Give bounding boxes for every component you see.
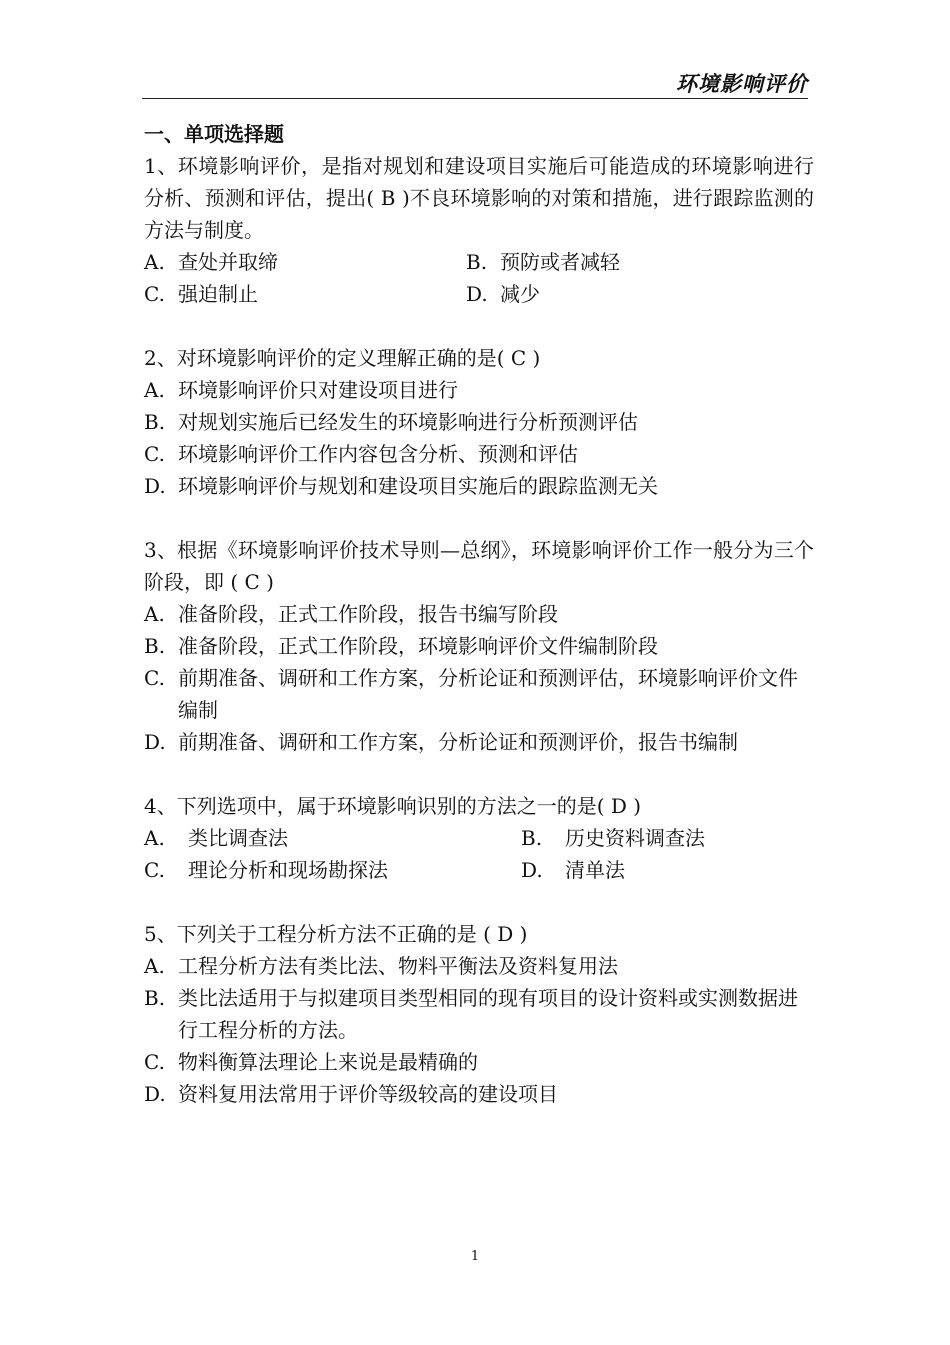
option-text: 类比法适用于与拟建项目类型相同的现有项目的设计资料或实测数据进行工程分析的方法。 [178, 986, 798, 1042]
option-c [144, 278, 466, 310]
option-letter: C. [144, 1050, 165, 1074]
option-text: 查处并取缔 [178, 250, 278, 274]
option-text: 前期准备、调研和工作方案，分析论证和预测评价，报告书编制 [178, 730, 738, 754]
option-a [144, 822, 521, 854]
option-row [144, 278, 814, 310]
option-text: 历史资料调查法 [565, 826, 705, 850]
question-text: 2、对环境影响评价的定义理解正确的是( C ) [144, 346, 541, 370]
question-3 [144, 534, 814, 758]
question-2 [144, 342, 814, 502]
option-text: 准备阶段，正式工作阶段，报告书编写阶段 [178, 602, 558, 626]
option-text: 减少 [500, 282, 540, 306]
option-letter: D. [144, 730, 166, 754]
option-row [144, 822, 814, 854]
option-a [144, 598, 814, 630]
question-5 [144, 918, 814, 1110]
option-letter: B. [521, 826, 543, 850]
page-content [144, 118, 814, 1110]
question-text: 1、环境影响评价，是指对规划和建设项目实施后可能造成的环境影响进行分析、预测和评估，提出( B )不良环境影响的对策和措施，进行跟踪监测的方法与制度。 [144, 154, 814, 242]
option-text: 对规划实施后已经发生的环境影响进行分析预测评估 [178, 410, 638, 434]
option-row [144, 854, 814, 886]
option-c [144, 662, 814, 726]
option-d [521, 854, 898, 886]
option-letter: A. [144, 826, 165, 850]
option-letter: D. [466, 282, 488, 306]
question-text: 4、下列选项中，属于环境影响识别的方法之一的是( D ) [144, 794, 642, 818]
option-text: 类比调查法 [188, 826, 288, 850]
option-text: 准备阶段，正式工作阶段，环境影响评价文件编制阶段 [178, 634, 658, 658]
option-letter: A. [144, 250, 165, 274]
option-a [144, 246, 466, 278]
option-text: 理论分析和现场勘探法 [188, 858, 388, 882]
option-text: 前期准备、调研和工作方案，分析论证和预测评估，环境影响评价文件编制 [178, 666, 798, 722]
option-text: 预防或者减轻 [500, 250, 620, 274]
option-text: 强迫制止 [178, 282, 258, 306]
option-letter: A. [144, 602, 165, 626]
option-a [144, 374, 814, 406]
option-row [144, 246, 814, 278]
option-d [466, 278, 788, 310]
option-c [144, 854, 521, 886]
option-letter: B. [466, 250, 488, 274]
option-text: 环境影响评价与规划和建设项目实施后的跟踪监测无关 [178, 474, 658, 498]
question-1 [144, 150, 814, 310]
option-b [144, 406, 814, 438]
option-d [144, 1078, 814, 1110]
page-header [142, 64, 808, 99]
option-b [144, 630, 814, 662]
header-title: 环境影响评价 [676, 72, 808, 96]
option-d [144, 726, 814, 758]
option-letter: C. [144, 858, 165, 882]
option-b [466, 246, 788, 278]
option-letter: C. [144, 666, 165, 690]
option-letter: A. [144, 954, 165, 978]
option-letter: D. [144, 1082, 166, 1106]
option-letter: B. [144, 410, 166, 434]
option-letter: C. [144, 282, 165, 306]
section-title: 一、单项选择题 [144, 122, 284, 146]
option-letter: C. [144, 442, 165, 466]
option-c [144, 438, 814, 470]
option-letter: B. [144, 986, 166, 1010]
option-text: 资料复用法常用于评价等级较高的建设项目 [178, 1082, 558, 1106]
page-number: 1 [470, 1249, 480, 1264]
question-text: 3、根据《环境影响评价技术导则—总纲》，环境影响评价工作一般分为三个阶段，即 ( C ) [144, 538, 814, 594]
option-letter: D. [144, 474, 166, 498]
option-text: 物料衡算法理论上来说是最精确的 [178, 1050, 478, 1074]
option-letter: B. [144, 634, 166, 658]
question-4 [144, 790, 814, 886]
question-text: 5、下列关于工程分析方法不正确的是 ( D ) [144, 922, 528, 946]
option-a [144, 950, 814, 982]
option-text: 工程分析方法有类比法、物料平衡法及资料复用法 [178, 954, 618, 978]
option-b [521, 822, 898, 854]
option-b [144, 982, 814, 1046]
option-text: 环境影响评价只对建设项目进行 [178, 378, 458, 402]
option-letter: A. [144, 378, 165, 402]
option-text: 环境影响评价工作内容包含分析、预测和评估 [178, 442, 578, 466]
option-text: 清单法 [565, 858, 625, 882]
option-c [144, 1046, 814, 1078]
option-letter: D. [521, 858, 543, 882]
option-d [144, 470, 814, 502]
